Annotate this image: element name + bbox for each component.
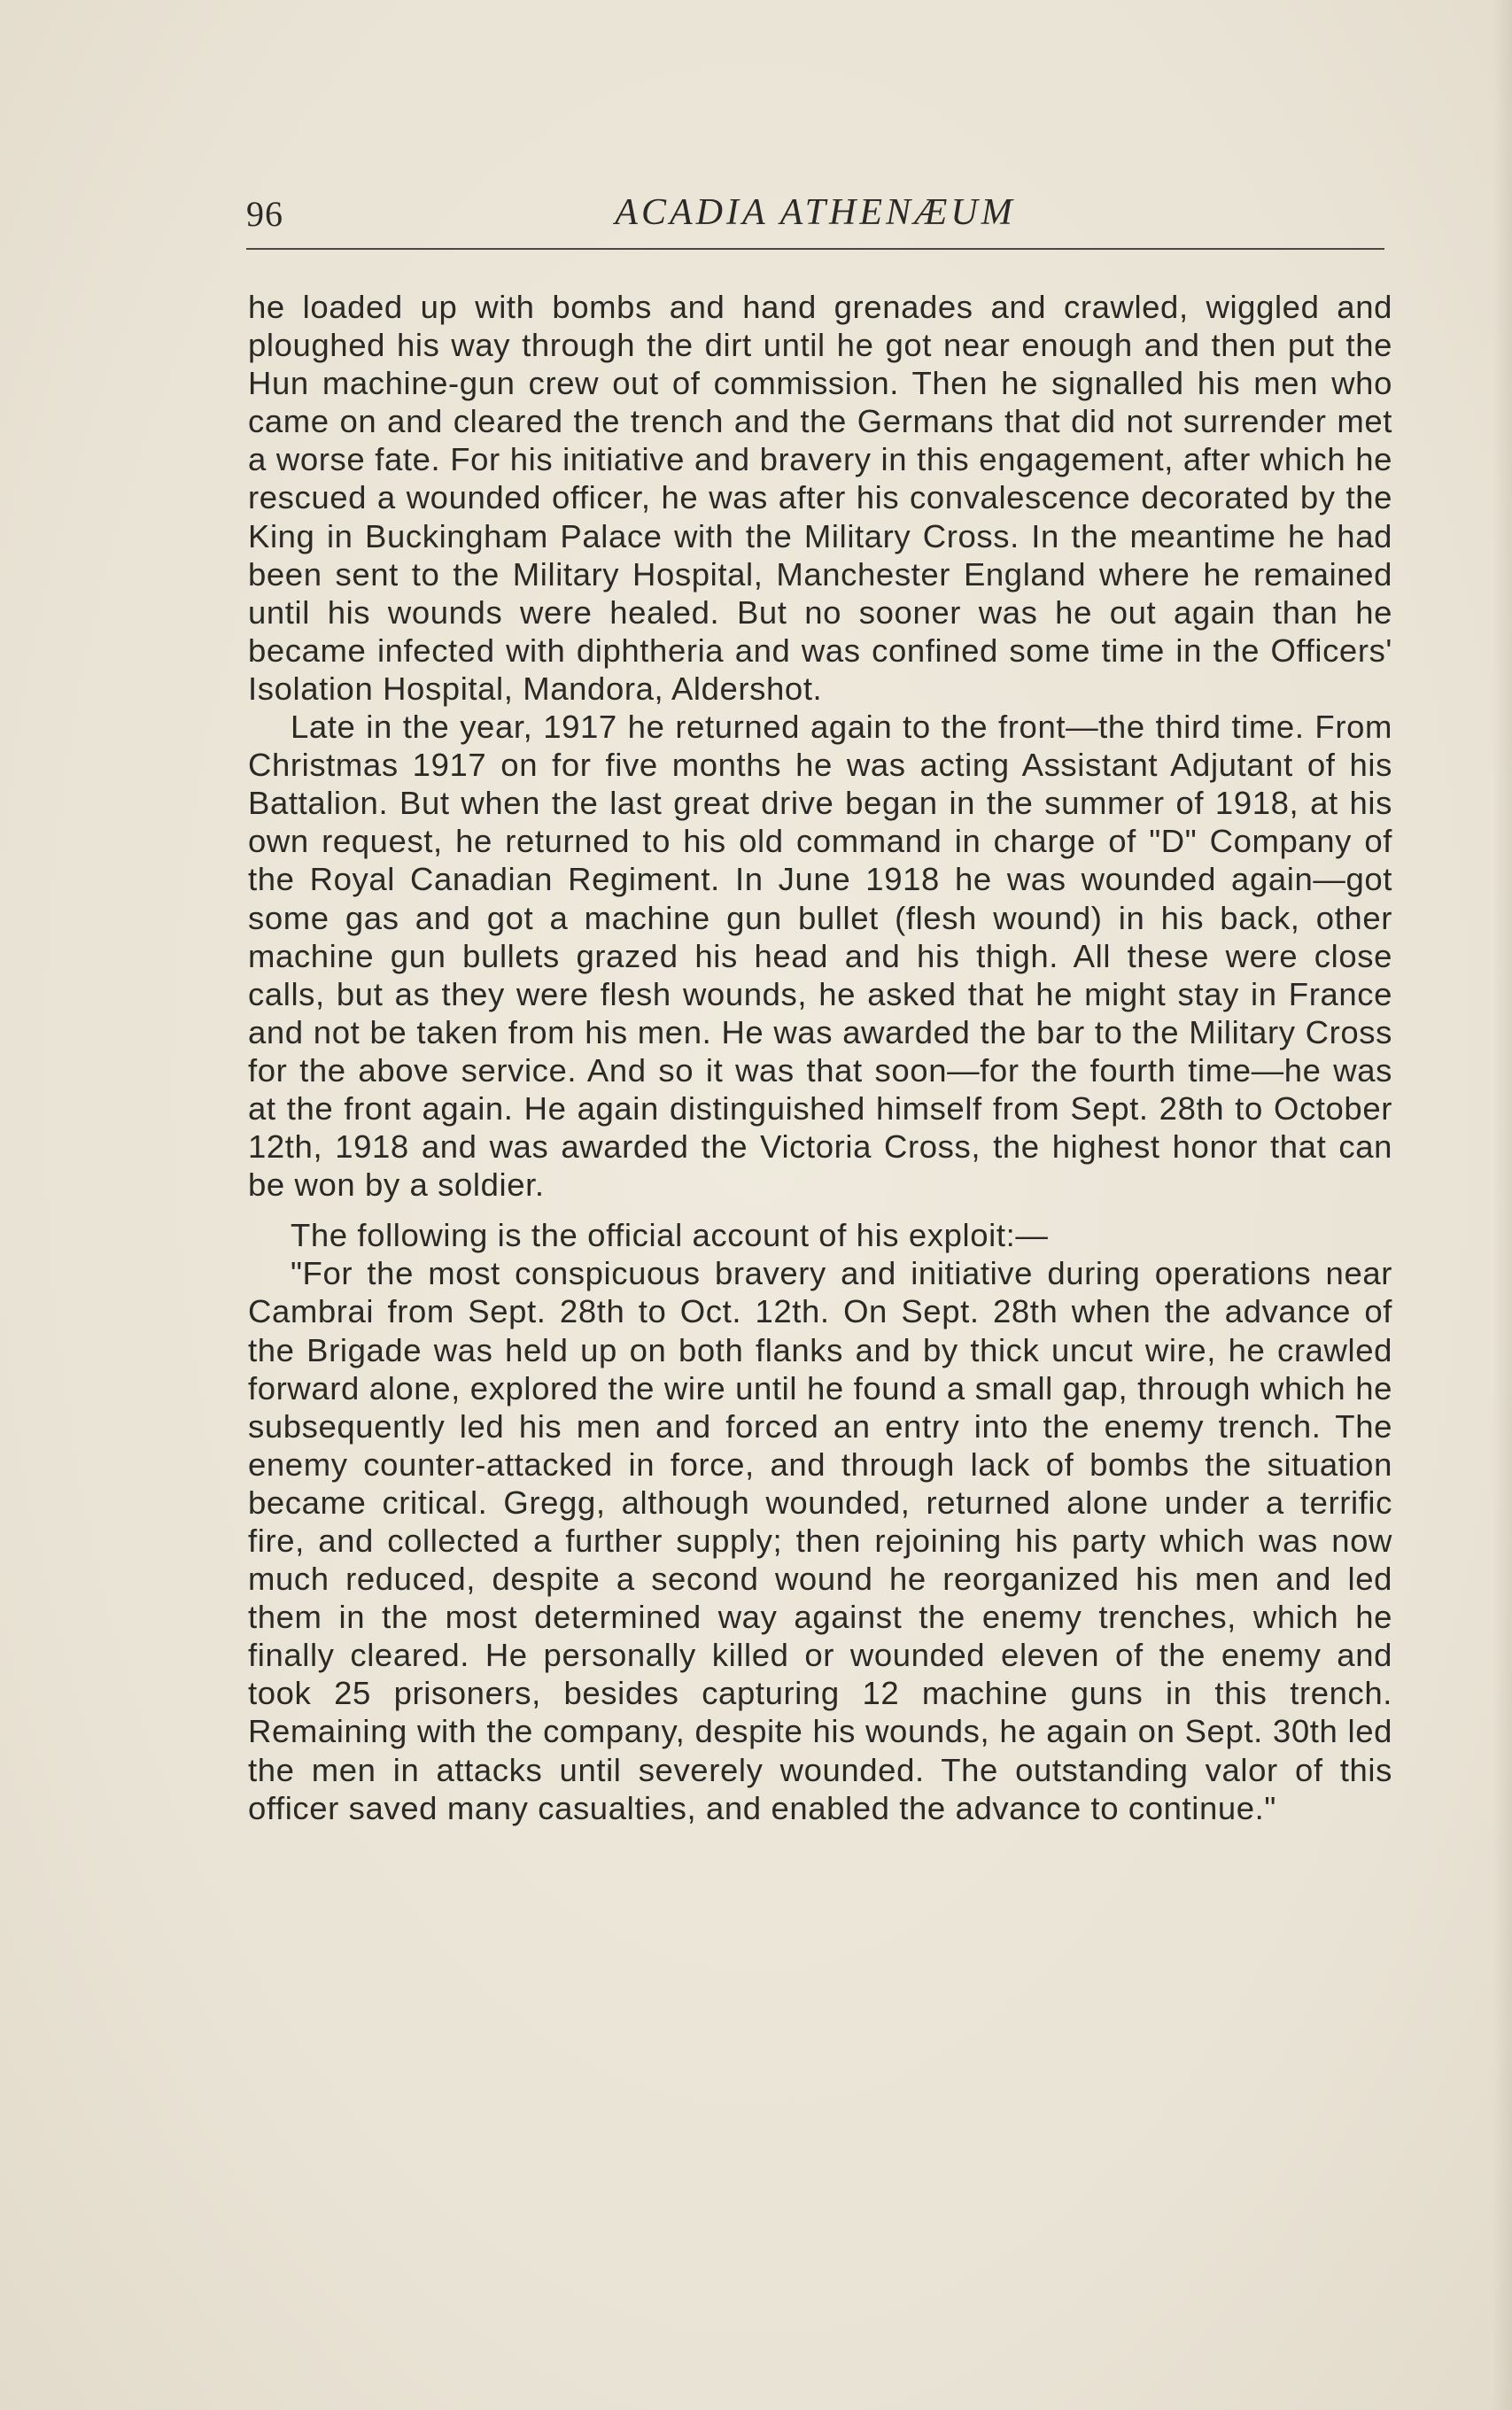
page-number: 96 xyxy=(246,194,283,234)
page-edge-shadow xyxy=(1493,0,1512,2410)
paragraph-3: The following is the official account of his exploit:— xyxy=(291,1217,1049,1254)
paragraph-1: he loaded up with bombs and hand grenades and crawled, wiggled and ploughed his way through the dirt until he got near enough and then put the Hun machine-gun crew out of commission. Then he signalled his men who came on and cleared the trench and the Germans that did not surrender met a worse fate. For his initiative and bravery in this engagement, after which he rescued a wounded officer, he was after his convalescence decorated by the King in Buckingham Palace with the Military Cross. In the meantime he had been sent to the Military Hospital, Manchester England where he remained until his wounds were healed. But no sooner was he out again than he became infected with diphtheria and was confined some time in the Officers' Isolation Hospital, Mandora, Aldershot. xyxy=(248,289,1392,707)
paragraph-2: Late in the year, 1917 he returned again to the front—the third time. From Christmas 1917 on for five months he was acting Assistant Adjutant of his Battalion. But when the last great drive began in the summer of 1918, at his own request, he returned to his old command in charge of "D" Company of the Royal Canadian Regiment. In June 1918 he was wounded again—got some gas and got a machine gun bullet (flesh wound) in his back, other machine gun bullets grazed his head and his thigh. All these were close calls, but as they were flesh wounds, he asked that he might stay in France and not be taken from his men. He was awarded the bar to the Military Cross for the above service. And so it was that soon—for the fourth time—he was at the front again. He again distinguished himself from Sept. 28th to October 12th, 1918 and was awarded the Victoria Cross, the highest honor that can be won by a soldier. xyxy=(248,709,1392,1204)
header-rule xyxy=(246,248,1384,250)
paragraph-4-citation: "For the most conspicuous bravery and initiative during operations near Cambrai from Sept. 28th to Oct. 12th. On Sept. 28th when the advance of the Brigade was held up on both flanks and by thick uncut wire, he crawled forward alone, explored the wire until he found a small gap, through which he subsequently led his men and forced an entry into the enemy trench. The enemy counter-attacked in force, and through lack of bombs the situation became critical. Gregg, although wounded, returned alone under a terrific fire, and collected a further supply; then rejoining his party which was now much reduced, despite a second wound he reorganized his men and led them in the most determined way against the enemy trenches, which he finally cleared. He personally killed or wounded eleven of the enemy and took 25 prisoners, besides capturing 12 machine guns in this trench. Remaining with the company, despite his wounds, he again on Sept. 30th led the men in attacks until severely wounded. The outstanding valor of this officer saved many casualties, and enabled the advance to continue." xyxy=(248,1255,1392,1826)
article-body xyxy=(248,288,1392,1827)
page-header xyxy=(246,188,1384,241)
running-head: ACADIA ATHENÆUM xyxy=(615,192,1016,233)
